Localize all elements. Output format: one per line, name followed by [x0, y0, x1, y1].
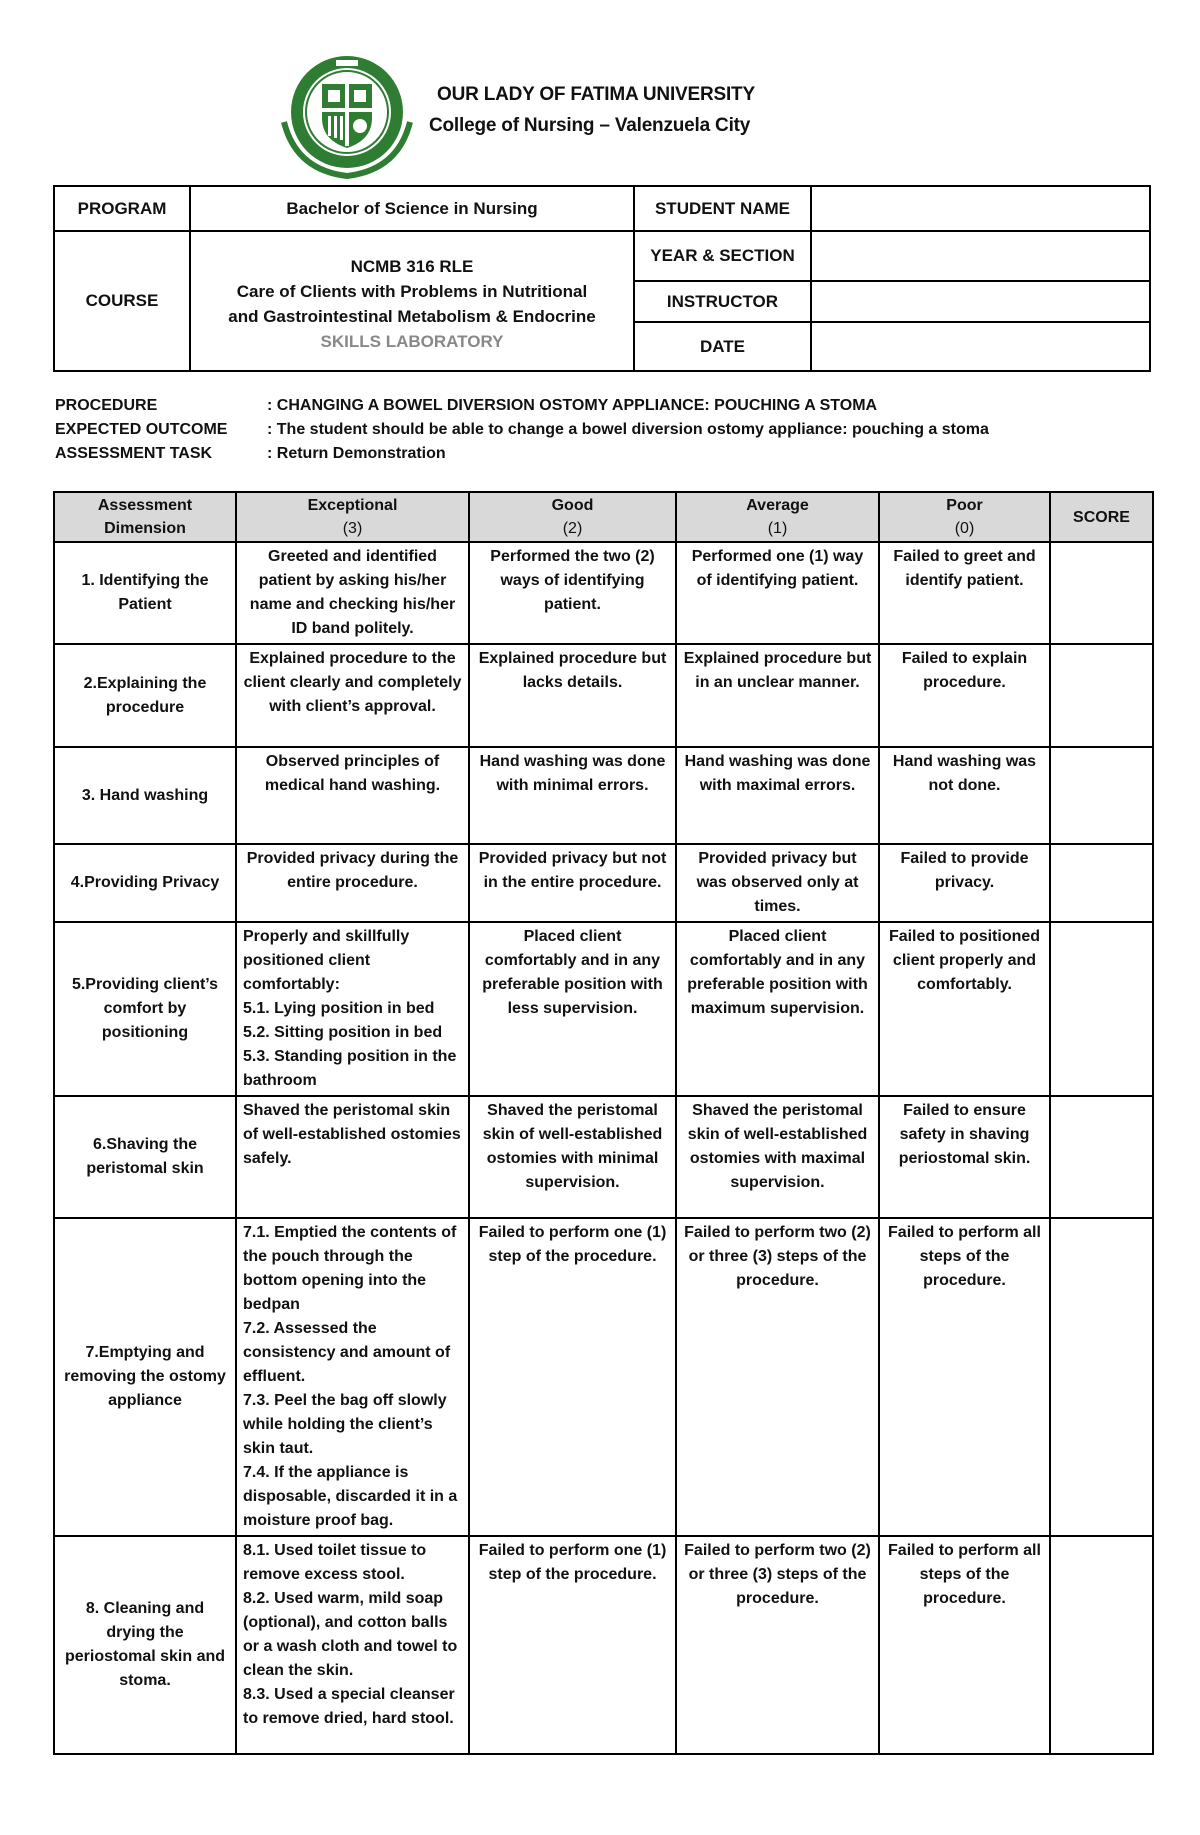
good-criteria-cell: Hand washing was done with minimal errors. — [469, 747, 676, 844]
procedure-label: PROCEDURE — [55, 397, 158, 414]
poor-criteria-cell: Failed to greet and identify patient. — [879, 542, 1050, 644]
program-info-table — [53, 185, 1151, 372]
exceptional-criteria-cell: Observed principles of medical hand washing. — [236, 747, 469, 844]
assessment-dimension-cell: 7.Emptying and removing the ostomy appliance — [54, 1218, 236, 1536]
average-criteria-cell: Shaved the peristomal skin of well-established ostomies with maximal supervision. — [676, 1096, 879, 1218]
poor-criteria-cell: Failed to perform all steps of the procedure. — [879, 1218, 1050, 1536]
header-exceptional: Exceptional (3) — [236, 492, 469, 542]
score-input-cell[interactable] — [1050, 644, 1153, 747]
average-criteria-cell: Performed one (1) way of identifying patient. — [676, 542, 879, 644]
year-section-label: YEAR & SECTION — [650, 246, 795, 265]
student-name-field[interactable] — [812, 187, 1149, 230]
assessment-dimension-cell: 8. Cleaning and drying the periostomal skin and stoma. — [54, 1536, 236, 1754]
instructor-field[interactable] — [812, 282, 1149, 321]
exceptional-criteria-cell: Properly and skillfully positioned client comfortably: 5.1. Lying position in bed 5.2. Sitting position in bed 5.3. Standing position in the bathroom — [236, 922, 469, 1096]
year-section-field[interactable] — [812, 232, 1149, 280]
header-score: SCORE — [1050, 492, 1153, 542]
rubric-header-row — [54, 492, 1153, 542]
assessment-dimension-cell: 6.Shaving the peristomal skin — [54, 1096, 236, 1218]
course-title-line-2: and Gastrointestinal Metabolism & Endocrine — [228, 307, 596, 326]
poor-criteria-cell: Failed to positioned client properly and comfortably. — [879, 922, 1050, 1096]
header-poor: Poor (0) — [879, 492, 1050, 542]
rubric-row — [54, 644, 1153, 747]
good-criteria-cell: Failed to perform one (1) step of the procedure. — [469, 1536, 676, 1754]
rubric-row — [54, 844, 1153, 922]
good-criteria-cell: Failed to perform one (1) step of the procedure. — [469, 1218, 676, 1536]
assessment-dimension-cell: 5.Providing client’s comfort by positioning — [54, 922, 236, 1096]
assessment-dimension-cell: 3. Hand washing — [54, 747, 236, 844]
rubric-table — [53, 491, 1154, 1755]
score-input-cell[interactable] — [1050, 922, 1153, 1096]
university-name: OUR LADY OF FATIMA UNIVERSITY — [437, 84, 755, 105]
average-criteria-cell: Failed to perform two (2) or three (3) steps of the procedure. — [676, 1536, 879, 1754]
average-criteria-cell: Failed to perform two (2) or three (3) steps of the procedure. — [676, 1218, 879, 1536]
average-criteria-cell: Hand washing was done with maximal errors. — [676, 747, 879, 844]
average-criteria-cell: Explained procedure but in an unclear manner. — [676, 644, 879, 747]
rubric-row — [54, 922, 1153, 1096]
procedure-value: : CHANGING A BOWEL DIVERSION OSTOMY APPLIANCE: POUCHING A STOMA — [267, 397, 878, 414]
program-value: Bachelor of Science in Nursing — [286, 198, 538, 218]
good-criteria-cell: Shaved the peristomal skin of well-established ostomies with minimal supervision. — [469, 1096, 676, 1218]
score-input-cell[interactable] — [1050, 1218, 1153, 1536]
good-criteria-cell: Provided privacy but not in the entire procedure. — [469, 844, 676, 922]
exceptional-criteria-cell: Provided privacy during the entire procedure. — [236, 844, 469, 922]
exceptional-criteria-cell: 8.1. Used toilet tissue to remove excess stool. 8.2. Used warm, mild soap (optional), and cotton balls or a wash cloth and towel to clean the skin. 8.3. Used a special cleanser to remove dried, hard stool. — [236, 1536, 469, 1754]
college-name: College of Nursing – Valenzuela City — [429, 115, 751, 136]
average-criteria-cell: Provided privacy but was observed only at times. — [676, 844, 879, 922]
assessment-dimension-cell: 2.Explaining the procedure — [54, 644, 236, 747]
date-label: DATE — [699, 336, 745, 356]
header-assessment-dimension: Assessment Dimension — [54, 492, 236, 542]
course-label: COURSE — [85, 291, 159, 310]
assessment-task-label: ASSESSMENT TASK — [55, 445, 213, 462]
header-good: Good (2) — [469, 492, 676, 542]
poor-criteria-cell: Failed to ensure safety in shaving periostomal skin. — [879, 1096, 1050, 1218]
exceptional-criteria-cell: Greeted and identified patient by asking his/her name and checking his/her ID band politely. — [236, 542, 469, 644]
rubric-row — [54, 1096, 1153, 1218]
score-input-cell[interactable] — [1050, 1536, 1153, 1754]
exceptional-criteria-cell: Explained procedure to the client clearly and completely with client’s approval. — [236, 644, 469, 747]
university-seal-icon — [276, 52, 418, 180]
poor-criteria-cell: Failed to explain procedure. — [879, 644, 1050, 747]
poor-criteria-cell: Failed to provide privacy. — [879, 844, 1050, 922]
exceptional-criteria-cell: 7.1. Emptied the contents of the pouch through the bottom opening into the bedpan 7.2. Assessed the consistency and amount of effluent. 7.3. Peel the bag off slowly while holding the client’s skin taut. 7.4. If the appliance is disposable, discarded it in a moisture proof bag. — [236, 1218, 469, 1536]
expected-outcome-label: EXPECTED OUTCOME — [55, 421, 228, 438]
poor-criteria-cell: Failed to perform all steps of the procedure. — [879, 1536, 1050, 1754]
rubric-row — [54, 1536, 1153, 1754]
date-field[interactable] — [812, 323, 1149, 370]
assessment-dimension-cell: 4.Providing Privacy — [54, 844, 236, 922]
header-average: Average (1) — [676, 492, 879, 542]
good-criteria-cell: Performed the two (2) ways of identifying patient. — [469, 542, 676, 644]
instructor-label: INSTRUCTOR — [666, 291, 779, 311]
course-code: NCMB 316 RLE — [350, 257, 474, 276]
rubric-row — [54, 542, 1153, 644]
score-input-cell[interactable] — [1050, 1096, 1153, 1218]
good-criteria-cell: Placed client comfortably and in any preferable position with less supervision. — [469, 922, 676, 1096]
score-input-cell[interactable] — [1050, 542, 1153, 644]
score-input-cell[interactable] — [1050, 747, 1153, 844]
program-label: PROGRAM — [77, 198, 167, 218]
assessment-dimension-cell: 1. Identifying the Patient — [54, 542, 236, 644]
assessment-task-value: : Return Demonstration — [267, 445, 446, 462]
course-type: SKILLS LABORATORY — [320, 332, 504, 351]
good-criteria-cell: Explained procedure but lacks details. — [469, 644, 676, 747]
course-details — [191, 232, 633, 370]
expected-outcome-value: : The student should be able to change a bowel diversion ostomy appliance: pouching a stoma — [267, 421, 989, 438]
poor-criteria-cell: Hand washing was not done. — [879, 747, 1050, 844]
rubric-row — [54, 747, 1153, 844]
student-name-label: STUDENT NAME — [654, 198, 791, 218]
average-criteria-cell: Placed client comfortably and in any preferable position with maximum supervision. — [676, 922, 879, 1096]
score-input-cell[interactable] — [1050, 844, 1153, 922]
course-title-line-1: Care of Clients with Problems in Nutritional — [236, 282, 588, 301]
exceptional-criteria-cell: Shaved the peristomal skin of well-established ostomies safely. — [236, 1096, 469, 1218]
rubric-row — [54, 1218, 1153, 1536]
